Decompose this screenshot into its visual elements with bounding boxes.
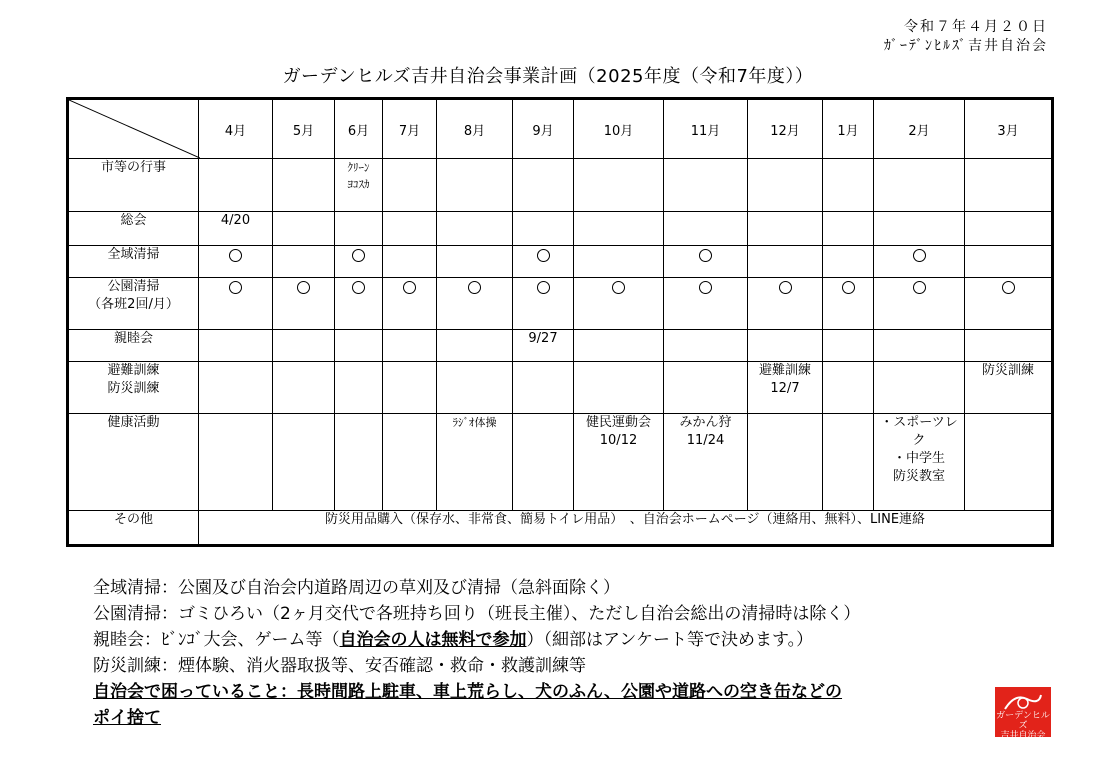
month-header: 11月 <box>664 99 748 159</box>
scheduled-mark-icon <box>699 281 712 294</box>
row-label: 全域清掃 <box>68 246 199 278</box>
logo-mark-icon <box>1001 691 1045 713</box>
scheduled-mark-icon <box>612 281 625 294</box>
note-social: 親睦会：ﾋﾞﾝｺﾞ大会、ゲーム等（自治会の人は無料で参加）（細部はアンケート等で決めます。） <box>93 630 814 650</box>
note-area-cleaning: 全域清掃：公園及び自治会内道路周辺の草刈及び清掃（急斜面除く） <box>93 578 620 598</box>
cell-jun-city-event: ｸﾘｰﾝ ﾖｺｽｶ <box>335 159 383 212</box>
row-label: その他 <box>68 511 199 546</box>
organization-name: ｶﾞｰﾃﾞﾝﾋﾙｽﾞ吉井自治会 <box>884 38 1048 54</box>
schedule-table <box>66 97 1054 547</box>
month-header: 4月 <box>199 99 273 159</box>
row-other <box>68 511 1053 546</box>
scheduled-mark-icon <box>779 281 792 294</box>
row-label: 健康活動 <box>68 414 199 511</box>
cell-aug-health: ﾗｼﾞｵ体操 <box>437 414 513 511</box>
month-header: 10月 <box>574 99 664 159</box>
cell-feb-health: ・スポーツレク ・中学生 防災教室 <box>874 414 965 511</box>
scheduled-mark-icon <box>352 249 365 262</box>
month-header: 3月 <box>965 99 1053 159</box>
month-header: 7月 <box>383 99 437 159</box>
cell-oct-health: 健民運動会 10/12 <box>574 414 664 511</box>
scheduled-mark-icon <box>537 281 550 294</box>
month-header: 1月 <box>823 99 874 159</box>
corner-cell <box>68 99 199 159</box>
logo-text-1: ガーデンヒルズ <box>996 711 1050 731</box>
cell-apr-meeting: 4/20 <box>199 212 273 246</box>
association-logo <box>995 687 1051 741</box>
scheduled-mark-icon <box>403 281 416 294</box>
scheduled-mark-icon <box>699 249 712 262</box>
row-label: 総会 <box>68 212 199 246</box>
scheduled-mark-icon <box>229 249 242 262</box>
row-health-activities <box>68 414 1053 511</box>
other-details: 防災用品購入（保存水、非常食、簡易トイレ用品） 、自治会ホームページ（連絡用、無料）、LINE連絡 <box>199 511 1053 546</box>
logo-text-2: 吉井自治会 <box>1000 731 1046 741</box>
scheduled-mark-icon <box>537 249 550 262</box>
row-general-meeting <box>68 212 1053 246</box>
row-city-events <box>68 159 1053 212</box>
scheduled-mark-icon <box>1002 281 1015 294</box>
scheduled-mark-icon <box>352 281 365 294</box>
diagonal-line <box>69 100 200 158</box>
scheduled-mark-icon <box>913 281 926 294</box>
row-social <box>68 330 1053 362</box>
month-header: 6月 <box>335 99 383 159</box>
cell-dec-training: 避難訓練 12/7 <box>748 362 823 414</box>
month-header: 5月 <box>273 99 335 159</box>
cell-mar-training: 防災訓練 <box>965 362 1053 414</box>
cell-sep-social: 9/27 <box>513 330 574 362</box>
scheduled-mark-icon <box>229 281 242 294</box>
notes-section <box>93 575 860 731</box>
row-area-cleaning <box>68 246 1053 278</box>
scheduled-mark-icon <box>842 281 855 294</box>
row-park-cleaning <box>68 278 1053 330</box>
note-disaster-training: 防災訓練：煙体験、消火器取扱等、安否確認・救命・救護訓練等 <box>93 656 586 676</box>
document-date: 令和７年４月２０日 <box>904 19 1048 35</box>
month-header: 12月 <box>748 99 823 159</box>
row-label: 親睦会 <box>68 330 199 362</box>
month-header-row <box>68 99 1053 159</box>
date-block <box>884 18 1048 56</box>
row-label: 避難訓練 防災訓練 <box>68 362 199 414</box>
month-header: 2月 <box>874 99 965 159</box>
row-evacuation-training <box>68 362 1053 414</box>
scheduled-mark-icon <box>468 281 481 294</box>
row-label: 公園清掃 （各班2回/月） <box>68 278 199 330</box>
note-park-cleaning: 公園清掃：ゴミひろい（2ヶ月交代で各班持ち回り（班長主催）、ただし自治会総出の清掃時は除く） <box>93 604 861 624</box>
scheduled-mark-icon <box>297 281 310 294</box>
note-problems-cont: ポイ捨て <box>93 708 161 728</box>
scheduled-mark-icon <box>913 249 926 262</box>
month-header: 9月 <box>513 99 574 159</box>
free-participation-note: 自治会の人は無料で参加 <box>339 630 527 650</box>
note-problems: 自治会で困っていること：長時間路上駐車、車上荒らし、犬のふん、公園や道路への空き缶などの <box>93 682 843 702</box>
row-label: 市等の行事 <box>68 159 199 212</box>
page-title: ガーデンヒルズ吉井自治会事業計画（2025年度（令和7年度）） <box>282 66 814 87</box>
cell-nov-health: みかん狩 11/24 <box>664 414 748 511</box>
month-header: 8月 <box>437 99 513 159</box>
